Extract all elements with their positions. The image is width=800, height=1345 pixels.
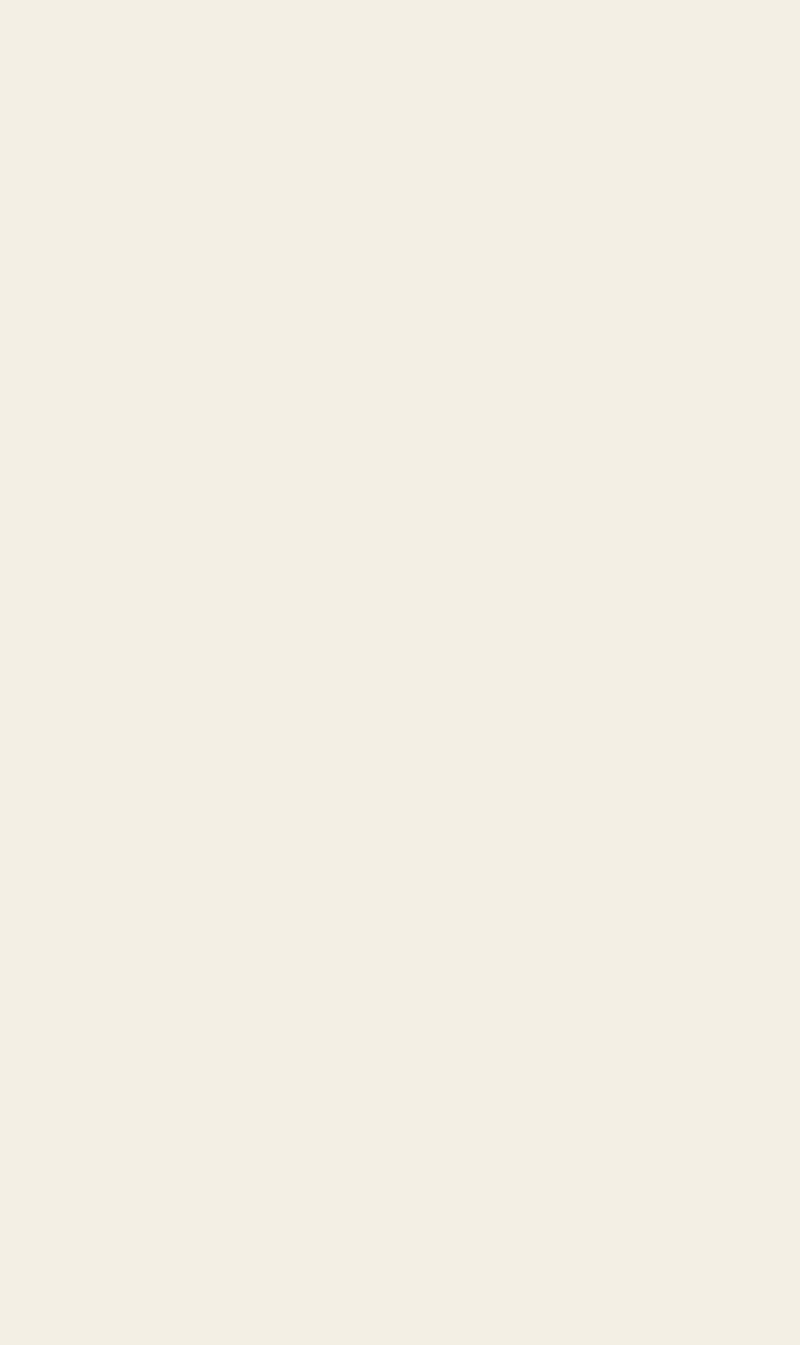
header-temp-amb: [654, 114, 694, 139]
header-temp-rect: [740, 114, 784, 139]
header-temp-axil: [696, 114, 738, 139]
header-heures: [606, 114, 652, 126]
